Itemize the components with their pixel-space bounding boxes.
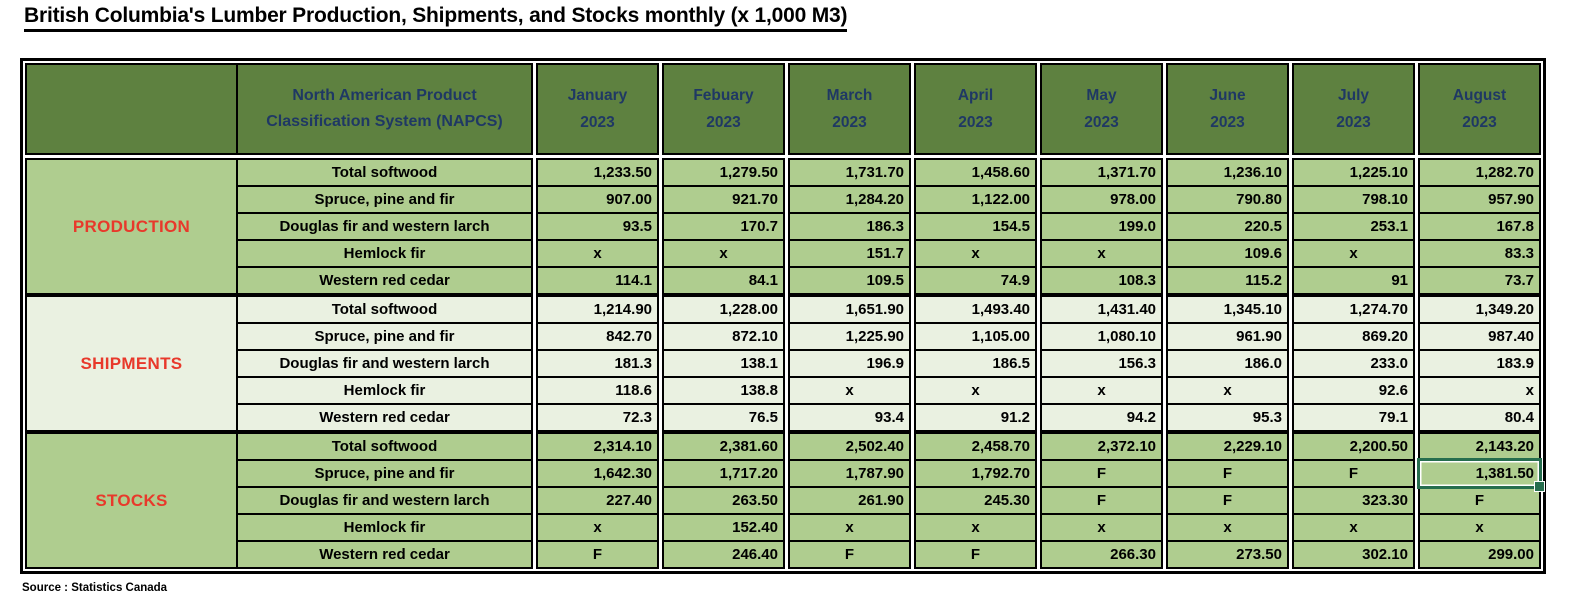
data-cell[interactable]: F	[1168, 488, 1287, 515]
page-title: British Columbia's Lumber Production, Shipments, and Stocks monthly (x 1,000 M3)	[24, 4, 847, 32]
data-cell[interactable]: 72.3	[622, 409, 652, 426]
data-cell[interactable]: 138.8	[664, 378, 783, 405]
month-header-febuary[interactable]	[662, 63, 785, 155]
month-name: August	[1452, 86, 1507, 104]
data-cell[interactable]: 79.1	[1378, 409, 1408, 426]
row-label[interactable]: Spruce, pine and fir	[238, 324, 531, 351]
data-cell[interactable]: x	[538, 241, 657, 268]
section-cells-production	[1292, 158, 1415, 295]
data-cell[interactable]: 227.40	[538, 488, 657, 515]
row-label[interactable]: Douglas fir and western larch	[238, 351, 531, 378]
napcs-header-cell[interactable]: North American Product Classification System (NAPCS)	[266, 87, 503, 130]
data-cell[interactable]: 80.4	[1504, 409, 1534, 426]
section-cells-stocks	[536, 432, 659, 569]
data-cell[interactable]: 1,282.70	[1420, 160, 1539, 187]
data-cell[interactable]: 2,372.10	[1042, 434, 1161, 461]
data-cell[interactable]: F	[592, 546, 603, 563]
data-cell[interactable]: x	[1294, 515, 1413, 542]
section-cells-shipments	[1418, 295, 1541, 432]
header-left-block	[25, 63, 533, 155]
data-cell[interactable]: 273.50	[1236, 546, 1282, 563]
data-cell[interactable]: 1,371.70	[1042, 160, 1161, 187]
section-cells-stocks	[788, 432, 911, 569]
data-cell[interactable]: 1,651.90	[790, 297, 909, 324]
data-cell[interactable]: 199.0	[1042, 214, 1161, 241]
section-label-production[interactable]: PRODUCTION	[27, 160, 238, 293]
month-header-june[interactable]	[1166, 63, 1289, 155]
data-cell[interactable]: x	[1420, 378, 1539, 405]
data-cell[interactable]: 1,381.50	[1420, 461, 1539, 488]
month-name: March	[826, 86, 873, 104]
data-cell[interactable]: 2,200.50	[1294, 434, 1413, 461]
month-column-july	[1292, 158, 1415, 569]
month-column-june	[1166, 158, 1289, 569]
row-label[interactable]: Total softwood	[238, 160, 531, 187]
data-cell[interactable]: 220.5	[1168, 214, 1287, 241]
section-cells-stocks	[1166, 432, 1289, 569]
data-cell[interactable]: 181.3	[538, 351, 657, 378]
data-cell[interactable]: 167.8	[1420, 214, 1539, 241]
section-cells-production	[1418, 158, 1541, 295]
data-cell[interactable]: 93.5	[538, 214, 657, 241]
data-cell[interactable]: 1,284.20	[790, 187, 909, 214]
data-cell[interactable]: 302.10	[1362, 546, 1408, 563]
data-cell[interactable]: 138.1	[664, 351, 783, 378]
data-cell[interactable]: x	[790, 378, 909, 405]
table-body	[25, 158, 1541, 569]
data-cell[interactable]: 109.6	[1168, 241, 1287, 268]
data-cell[interactable]: 233.0	[1294, 351, 1413, 378]
row-label[interactable]: Spruce, pine and fir	[238, 187, 531, 214]
data-cell[interactable]: 261.90	[790, 488, 909, 515]
data-cell[interactable]: 1,792.70	[916, 461, 1035, 488]
month-year: 2023	[580, 113, 615, 131]
row-label[interactable]: Western red cedar	[319, 546, 450, 563]
data-cell[interactable]: 790.80	[1168, 187, 1287, 214]
data-cell[interactable]: F	[970, 546, 981, 563]
data-cell[interactable]: 246.40	[732, 546, 778, 563]
month-name: Febuary	[693, 86, 754, 104]
month-column-may	[1040, 158, 1163, 569]
data-cell[interactable]: 1,642.30	[538, 461, 657, 488]
month-column-april	[914, 158, 1037, 569]
lumber-data-table	[20, 58, 1546, 574]
section-shipments	[25, 295, 533, 432]
section-cells-stocks	[1418, 432, 1541, 569]
data-cell[interactable]: 156.3	[1042, 351, 1161, 378]
data-cell[interactable]: 1,080.10	[1042, 324, 1161, 351]
month-name: May	[1086, 86, 1117, 104]
data-cell[interactable]: 83.3	[1420, 241, 1539, 268]
section-cells-stocks	[1292, 432, 1415, 569]
section-label-shipments[interactable]: SHIPMENTS	[27, 297, 238, 430]
data-cell[interactable]: 91.2	[1000, 409, 1030, 426]
section-cells-production	[788, 158, 911, 295]
data-cell[interactable]: 1,345.10	[1168, 297, 1287, 324]
data-cell[interactable]: 76.5	[748, 409, 778, 426]
month-column-january	[536, 158, 659, 569]
data-cell[interactable]: x	[1420, 515, 1539, 542]
section-cells-production	[536, 158, 659, 295]
section-cells-production	[1040, 158, 1163, 295]
month-year: 2023	[1084, 113, 1119, 131]
month-header-march[interactable]	[788, 63, 911, 155]
section-cells-shipments	[914, 295, 1037, 432]
data-cell[interactable]: F	[1168, 461, 1287, 488]
section-production	[25, 158, 533, 295]
data-cell[interactable]: 798.10	[1294, 187, 1413, 214]
data-cell[interactable]: 245.30	[916, 488, 1035, 515]
data-cell[interactable]: 74.9	[1000, 272, 1030, 289]
data-cell[interactable]: 1,214.90	[538, 297, 657, 324]
data-cell[interactable]: 961.90	[1168, 324, 1287, 351]
data-cell[interactable]: 115.2	[1245, 272, 1282, 289]
data-cell[interactable]: x	[1042, 378, 1161, 405]
data-cell[interactable]: 907.00	[538, 187, 657, 214]
data-cell[interactable]: 1,105.00	[916, 324, 1035, 351]
data-cell[interactable]: x	[1042, 241, 1161, 268]
row-label[interactable]: Total softwood	[238, 297, 531, 324]
section-cells-production	[1166, 158, 1289, 295]
data-cell[interactable]: 183.9	[1420, 351, 1539, 378]
month-year: 2023	[1462, 113, 1497, 131]
row-label[interactable]: Total softwood	[238, 434, 531, 461]
row-label[interactable]: Douglas fir and western larch	[238, 214, 531, 241]
data-cell[interactable]: 109.5	[866, 272, 904, 289]
data-cell[interactable]: 1,225.90	[790, 324, 909, 351]
month-header-may[interactable]	[1040, 63, 1163, 155]
data-cell[interactable]: x	[1294, 241, 1413, 268]
row-label[interactable]: Hemlock fir	[238, 515, 531, 542]
data-cell[interactable]: x	[1168, 515, 1287, 542]
data-cell[interactable]: 2,229.10	[1168, 434, 1287, 461]
data-cell[interactable]: x	[538, 515, 657, 542]
section-stocks	[25, 432, 533, 569]
data-cell[interactable]: 263.50	[664, 488, 783, 515]
data-cell[interactable]: x	[916, 515, 1035, 542]
section-cells-shipments	[1292, 295, 1415, 432]
data-cell[interactable]: 253.1	[1294, 214, 1413, 241]
data-cell[interactable]: 94.2	[1126, 409, 1156, 426]
data-cell[interactable]: F	[844, 546, 855, 563]
data-cell[interactable]: F	[1420, 488, 1539, 515]
month-year: 2023	[832, 113, 867, 131]
section-cells-production	[662, 158, 785, 295]
data-cell[interactable]: 91	[1391, 272, 1408, 289]
data-cell[interactable]: 1,122.00	[916, 187, 1035, 214]
row-label[interactable]: Western red cedar	[319, 409, 450, 426]
data-cell[interactable]: x	[916, 378, 1035, 405]
section-label-stocks[interactable]: STOCKS	[27, 434, 238, 567]
data-cell[interactable]: 1,493.40	[916, 297, 1035, 324]
section-cells-shipments	[662, 295, 785, 432]
fill-handle[interactable]	[1534, 481, 1545, 492]
data-cell[interactable]: 84.1	[748, 272, 778, 289]
data-cell[interactable]: 114.1	[615, 272, 652, 289]
data-cell[interactable]: 872.10	[664, 324, 783, 351]
data-cell[interactable]: 93.4	[874, 409, 904, 426]
data-cell[interactable]: 1,717.20	[664, 461, 783, 488]
data-cell[interactable]: 118.6	[538, 378, 657, 405]
data-cell[interactable]: 154.5	[916, 214, 1035, 241]
data-cell[interactable]: 108.3	[1118, 272, 1156, 289]
data-cell[interactable]: 1,274.70	[1294, 297, 1413, 324]
data-cell[interactable]: 95.3	[1252, 409, 1282, 426]
month-year: 2023	[958, 113, 993, 131]
month-year: 2023	[1336, 113, 1371, 131]
data-cell[interactable]: 1,279.50	[664, 160, 783, 187]
section-cells-shipments	[1040, 295, 1163, 432]
data-cell[interactable]: x	[916, 241, 1035, 268]
corner-cell[interactable]	[27, 65, 238, 153]
data-cell[interactable]: 2,381.60	[664, 434, 783, 461]
row-label[interactable]: Hemlock fir	[238, 378, 531, 405]
data-cell[interactable]: 92.6	[1294, 378, 1413, 405]
section-cells-stocks	[1040, 432, 1163, 569]
table-header-row	[25, 63, 1541, 155]
data-cell[interactable]: 266.30	[1110, 546, 1156, 563]
data-cell[interactable]: 196.9	[790, 351, 909, 378]
data-cell[interactable]: 1,787.90	[790, 461, 909, 488]
data-cell[interactable]: 151.7	[790, 241, 909, 268]
section-cells-stocks	[662, 432, 785, 569]
data-cell[interactable]: F	[1042, 461, 1161, 488]
data-cell[interactable]: 987.40	[1420, 324, 1539, 351]
data-cell[interactable]: 1,731.70	[790, 160, 909, 187]
data-cell[interactable]: x	[1168, 378, 1287, 405]
month-name: January	[567, 86, 628, 104]
data-cell[interactable]: 170.7	[664, 214, 783, 241]
data-cell[interactable]: 299.00	[1488, 546, 1534, 563]
data-cell[interactable]: 1,349.20	[1420, 297, 1539, 324]
section-cells-shipments	[536, 295, 659, 432]
row-label[interactable]: Western red cedar	[319, 272, 450, 289]
data-cell[interactable]: 957.90	[1420, 187, 1539, 214]
row-label[interactable]: Hemlock fir	[238, 241, 531, 268]
data-cell[interactable]: 73.7	[1504, 272, 1534, 289]
data-cell[interactable]: 2,143.20	[1420, 434, 1539, 461]
month-column-febuary	[662, 158, 785, 569]
month-year: 2023	[706, 113, 741, 131]
row-labels-block	[25, 158, 533, 569]
data-cell[interactable]: 1,228.00	[664, 297, 783, 324]
data-cell[interactable]: 978.00	[1042, 187, 1161, 214]
month-name: June	[1209, 86, 1246, 104]
data-cell[interactable]: F	[1042, 488, 1161, 515]
section-cells-shipments	[1166, 295, 1289, 432]
data-cell[interactable]: 1,225.10	[1294, 160, 1413, 187]
section-cells-stocks	[914, 432, 1037, 569]
data-cell[interactable]: x	[1042, 515, 1161, 542]
month-column-august	[1418, 158, 1541, 569]
data-cell[interactable]: 323.30	[1294, 488, 1413, 515]
data-cell[interactable]: 2,502.40	[790, 434, 909, 461]
month-year: 2023	[1210, 113, 1245, 131]
data-cell[interactable]: 186.5	[916, 351, 1035, 378]
month-header-january[interactable]	[536, 63, 659, 155]
data-cell[interactable]: 1,431.40	[1042, 297, 1161, 324]
data-cell[interactable]: 2,458.70	[916, 434, 1035, 461]
data-cell[interactable]: 842.70	[538, 324, 657, 351]
month-name: July	[1337, 86, 1369, 104]
data-cell[interactable]: 1,233.50	[538, 160, 657, 187]
data-cell[interactable]: 869.20	[1294, 324, 1413, 351]
data-cell[interactable]: F	[1294, 461, 1413, 488]
section-cells-shipments	[788, 295, 911, 432]
row-label[interactable]: Douglas fir and western larch	[238, 488, 531, 515]
section-cells-production	[914, 158, 1037, 295]
data-cell[interactable]: 921.70	[664, 187, 783, 214]
month-name: April	[957, 86, 994, 104]
data-cell[interactable]: x	[664, 241, 783, 268]
data-cell[interactable]: 186.3	[790, 214, 909, 241]
data-cell[interactable]: 186.0	[1168, 351, 1287, 378]
month-header-july[interactable]	[1292, 63, 1415, 155]
data-cell[interactable]: 1,236.10	[1168, 160, 1287, 187]
data-cell[interactable]: 2,314.10	[538, 434, 657, 461]
month-column-march	[788, 158, 911, 569]
month-header-april[interactable]	[914, 63, 1037, 155]
data-cell[interactable]: 1,458.60	[916, 160, 1035, 187]
data-cell[interactable]: 152.40	[664, 515, 783, 542]
row-label[interactable]: Spruce, pine and fir	[238, 461, 531, 488]
selection-border	[1417, 458, 1542, 489]
month-header-august[interactable]	[1418, 63, 1541, 155]
source-note: Source : Statistics Canada	[22, 582, 168, 594]
data-cell[interactable]: x	[790, 515, 909, 542]
